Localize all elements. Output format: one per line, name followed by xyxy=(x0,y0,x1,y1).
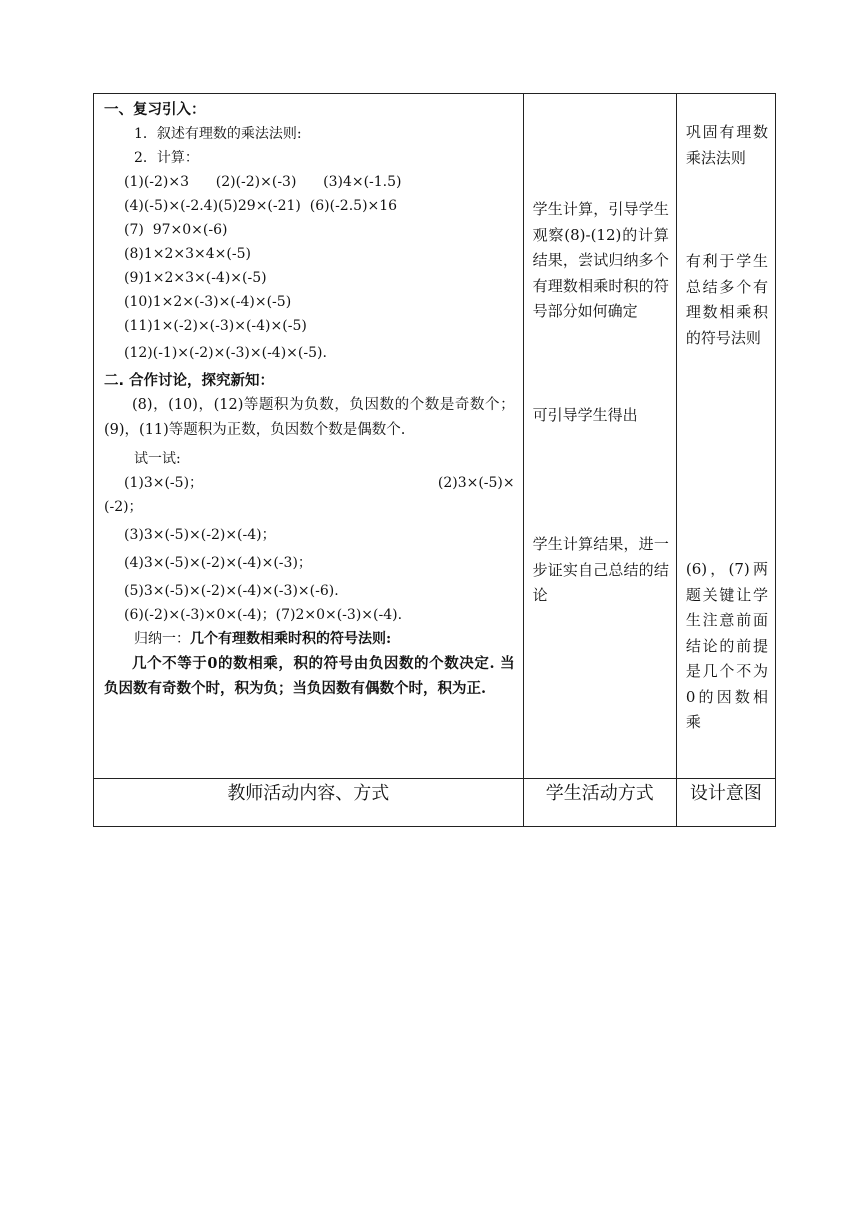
calc-line: (1)(-2)×3 (2)(-2)×(-3) (3)4×(-1.5) xyxy=(124,174,402,190)
try-item-2: (2)3×(-5)× xyxy=(437,475,515,491)
calc-line: (9)1×2×3×(-4)×(-5) xyxy=(124,270,267,286)
calc-line: (7) 97×0×(-6) xyxy=(124,222,228,238)
content-row xyxy=(94,94,776,779)
try-line-1 xyxy=(104,471,515,495)
design-note-2: 有利于学生总结多个有理数相乘积的符号法则 xyxy=(685,252,768,347)
discussion-paragraph: (8)，(10)，(12)等题积为负数，负因数的个数是奇数个；(9)，(11)等题积为正数，负因数个数是偶数个. xyxy=(104,397,515,438)
student-column-label: 学生活动方式 xyxy=(523,779,676,827)
lesson-plan-table xyxy=(93,93,776,827)
student-note-3: 学生计算结果，进一步证实自己总结的结论 xyxy=(532,535,669,604)
summary-label: 归纳一： xyxy=(134,631,190,647)
try-line: (4)3×(-5)×(-2)×(-4)×(-3)； xyxy=(124,555,312,571)
try-line: (3)3×(-5)×(-2)×(-4)； xyxy=(124,527,276,543)
calc-line: (11)1×(-2)×(-3)×(-4)×(-5) xyxy=(124,318,307,334)
student-note-1: 学生计算，引导学生观察(8)-(12)的计算结果，尝试归纳多个有理数相乘时积的符号部分如何确定 xyxy=(532,200,669,320)
calc-line: (4)(-5)×(-2.4)(5)29×(-21) (6)(-2.5)×16 xyxy=(124,198,398,214)
teacher-column-label: 教师活动内容、方式 xyxy=(94,779,524,827)
try-item-1: (1)3×(-5)； xyxy=(124,475,204,491)
section1-heading: 一、复习引入： xyxy=(104,102,206,118)
student-activity-cell xyxy=(523,94,676,779)
review-item-2: 2．计算： xyxy=(134,150,199,166)
design-note-1: 巩固有理数乘法法则 xyxy=(685,123,768,167)
design-note-3: (6)，(7)两题关键让学生注意前面结论的前提是几个不为0的因数相乘 xyxy=(685,560,768,731)
header-labels-row xyxy=(94,779,776,827)
summary-line xyxy=(104,627,515,651)
try-label: 试一试: xyxy=(134,451,181,467)
student-note-2: 可引导学生得出 xyxy=(532,406,638,424)
try-line: (5)3×(-5)×(-2)×(-4)×(-3)×(-6). xyxy=(124,583,339,599)
try-item-2-continuation: (-2)； xyxy=(104,499,143,515)
review-item-1: 1．叙述有理数的乘法法则: xyxy=(134,126,302,142)
design-intent-cell xyxy=(676,94,775,779)
summary-title: 几个有理数相乘时积的符号法则: xyxy=(190,631,392,647)
teacher-activity-cell xyxy=(94,94,524,779)
calc-line: (10)1×2×(-3)×(-4)×(-5) xyxy=(124,294,292,310)
calc-line: (12)(-1)×(-2)×(-3)×(-4)×(-5). xyxy=(124,345,327,361)
section2-heading: 二. 合作讨论，探究新知： xyxy=(104,373,275,389)
calc-line: (8)1×2×3×4×(-5) xyxy=(124,246,251,262)
summary-rule: 几个不等于0的数相乘，积的符号由负因数的个数决定. 当负因数有奇数个时，积为负；当负因数有偶数个时，积为正. xyxy=(104,655,515,697)
try-line: (6)(-2)×(-3)×0×(-4)；(7)2×0×(-3)×(-4). xyxy=(124,607,403,623)
design-column-label: 设计意图 xyxy=(676,779,775,827)
